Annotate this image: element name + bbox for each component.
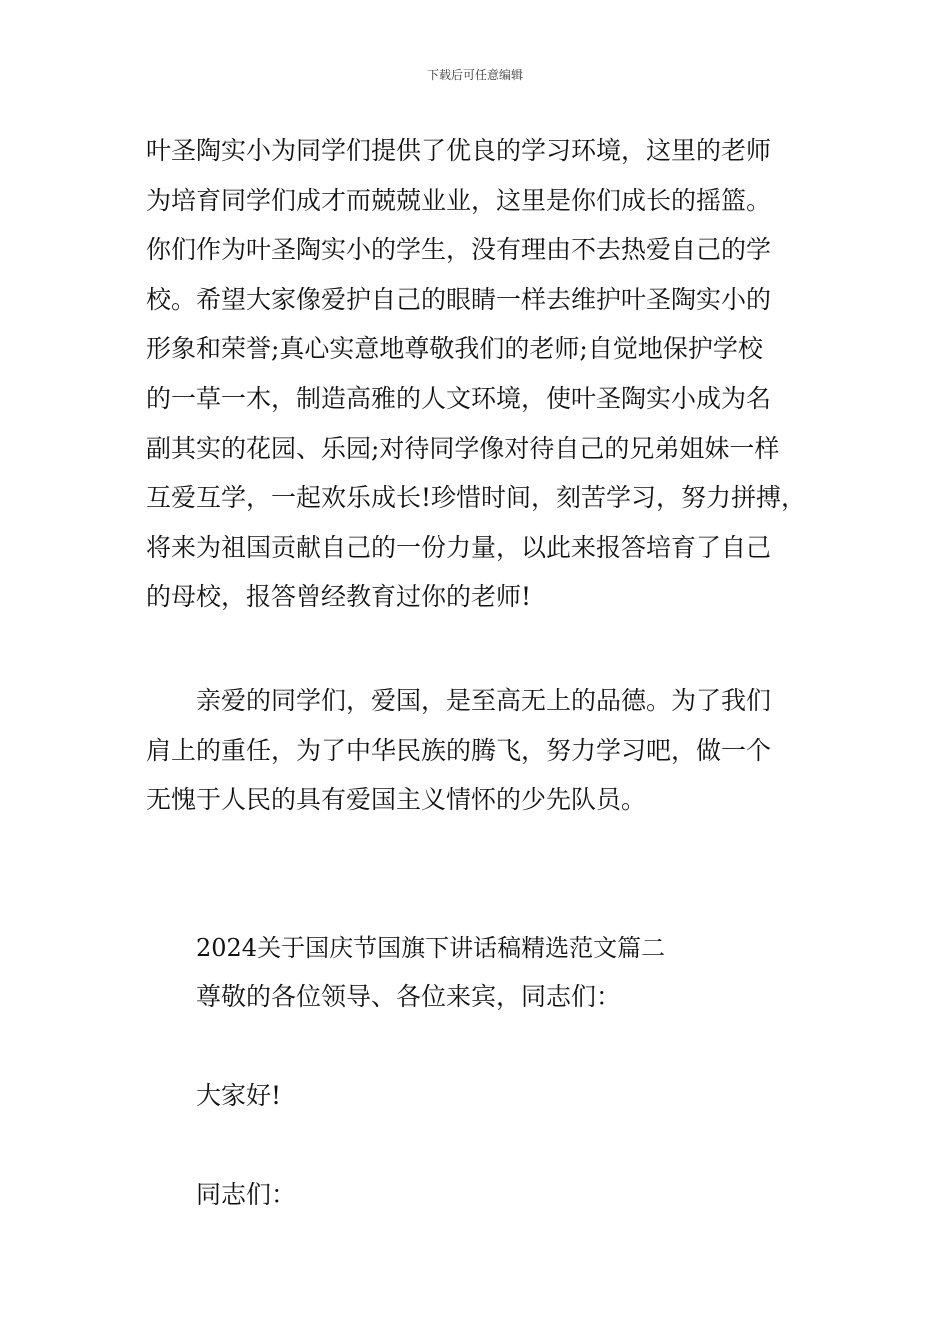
text-line: 互爱互学，一起欢乐成长!珍惜时间，刻苦学习，努力拼搏， — [146, 483, 807, 513]
text-line: 为培育同学们成才而兢兢业业，这里是你们成长的摇篮。 — [146, 185, 772, 215]
address-line: 同志们： — [196, 1180, 297, 1209]
header-note: 下载后可任意编辑 — [426, 68, 523, 82]
text-line: 的一草一木，制造高雅的人文环境，使叶圣陶实小成为名 — [146, 383, 772, 413]
greeting-line: 大家好! — [196, 1081, 282, 1110]
body-paragraph-1 — [146, 126, 826, 622]
text-line: 肩上的重任，为了中华民族的腾飞，努力学习吧，做一个 — [146, 735, 772, 765]
text-line: 叶圣陶实小为同学们提供了优良的学习环境，这里的老师 — [146, 136, 772, 165]
text-line: 副其实的花园、乐园;对待同学像对待自己的兄弟姐妹一样 — [146, 433, 780, 463]
text-line: 你们作为叶圣陶实小的学生，没有理由不去热爱自己的学 — [146, 235, 772, 265]
text-line: 无愧于人民的具有爱国主义情怀的少先队员。 — [146, 785, 647, 815]
text-line: 亲爱的同学们，爱国，是至高无上的品德。为了我们 — [146, 686, 772, 715]
text-line: 形象和荣誉;真心实意地尊敬我们的老师;自觉地保护学校 — [146, 334, 763, 364]
salutation-line: 尊敬的各位领导、各位来宾，同志们： — [196, 982, 622, 1011]
section-title: 2024关于国庆节国旗下讲话稿精选范文篇二 — [196, 934, 666, 962]
text-line: 的母校，报答曾经教育过你的老师! — [146, 582, 532, 612]
text-line: 将来为祖国贡献自己的一份力量，以此来报答培育了自己 — [146, 532, 772, 562]
body-paragraph-2 — [146, 676, 826, 825]
text-line: 校。希望大家像爱护自己的眼睛一样去维护叶圣陶实小的 — [146, 284, 772, 314]
